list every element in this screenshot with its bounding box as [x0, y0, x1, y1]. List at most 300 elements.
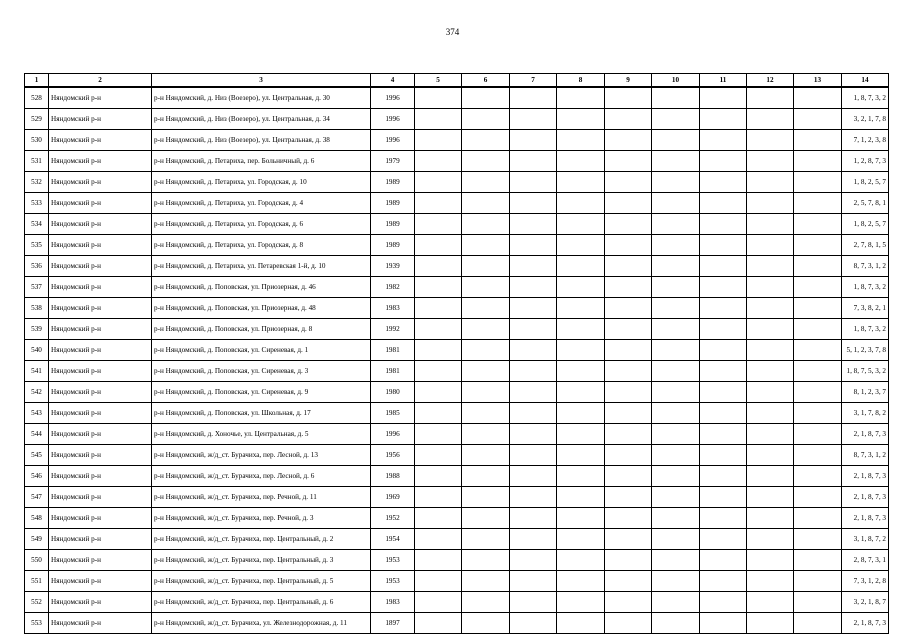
address-cell: р-н Няндомский, ж/д_ст. Бурачиха, пер. Центральный, д. 6	[152, 592, 371, 613]
year-cell: 1939	[371, 256, 415, 277]
empty-cell-col-7	[510, 403, 557, 424]
empty-cell-col-13	[794, 87, 842, 109]
empty-cell-col-12	[747, 592, 794, 613]
row-number-cell: 551	[25, 571, 49, 592]
empty-cell-col-12	[747, 319, 794, 340]
empty-cell-col-12	[747, 172, 794, 193]
year-cell: 1996	[371, 87, 415, 109]
empty-cell-col-10	[652, 172, 700, 193]
empty-cell-col-7	[510, 256, 557, 277]
address-cell: р-н Няндомский, д. Поповская, ул. Приозерная, д. 46	[152, 277, 371, 298]
address-cell: р-н Няндомский, д. Поповская, ул. Сиреневая, д. 9	[152, 382, 371, 403]
row-number-cell: 552	[25, 592, 49, 613]
empty-cell-col-8	[557, 277, 605, 298]
empty-cell-col-6	[462, 214, 510, 235]
empty-cell-col-12	[747, 87, 794, 109]
empty-cell-col-11	[700, 277, 747, 298]
empty-cell-col-8	[557, 529, 605, 550]
empty-cell-col-6	[462, 298, 510, 319]
year-cell: 1953	[371, 571, 415, 592]
empty-cell-col-7	[510, 508, 557, 529]
codes-cell: 1, 8, 7, 3, 2	[842, 277, 889, 298]
codes-cell: 2, 1, 8, 7, 3	[842, 424, 889, 445]
empty-cell-col-12	[747, 298, 794, 319]
address-cell: р-н Няндомский, д. Хоночье, ул. Центральная, д. 5	[152, 424, 371, 445]
empty-cell-col-9	[605, 424, 652, 445]
empty-cell-col-13	[794, 151, 842, 172]
codes-cell: 2, 1, 8, 7, 3	[842, 466, 889, 487]
empty-cell-col-11	[700, 466, 747, 487]
empty-cell-col-6	[462, 151, 510, 172]
empty-cell-col-5	[415, 445, 462, 466]
codes-cell: 2, 1, 8, 7, 3	[842, 613, 889, 634]
empty-cell-col-13	[794, 550, 842, 571]
address-cell: р-н Няндомский, ж/д_ст. Бурачиха, пер. Центральный, д. 2	[152, 529, 371, 550]
empty-cell-col-9	[605, 214, 652, 235]
row-number-cell: 550	[25, 550, 49, 571]
row-number-cell: 542	[25, 382, 49, 403]
table-row	[25, 214, 889, 235]
empty-cell-col-11	[700, 256, 747, 277]
empty-cell-col-11	[700, 214, 747, 235]
empty-cell-col-11	[700, 424, 747, 445]
year-cell: 1969	[371, 487, 415, 508]
codes-cell: 2, 7, 8, 1, 5	[842, 235, 889, 256]
empty-cell-col-5	[415, 361, 462, 382]
empty-cell-col-7	[510, 193, 557, 214]
empty-cell-col-13	[794, 361, 842, 382]
empty-cell-col-6	[462, 613, 510, 634]
address-cell: р-н Няндомский, д. Поповская, ул. Сиреневая, д. 1	[152, 340, 371, 361]
address-cell: р-н Няндомский, ж/д_ст. Бурачиха, пер. Речной, д. 3	[152, 508, 371, 529]
empty-cell-col-12	[747, 109, 794, 130]
row-number-cell: 534	[25, 214, 49, 235]
empty-cell-col-8	[557, 151, 605, 172]
empty-cell-col-12	[747, 487, 794, 508]
empty-cell-col-6	[462, 277, 510, 298]
empty-cell-col-11	[700, 193, 747, 214]
empty-cell-col-12	[747, 550, 794, 571]
empty-cell-col-8	[557, 87, 605, 109]
empty-cell-col-8	[557, 172, 605, 193]
year-cell: 1989	[371, 235, 415, 256]
empty-cell-col-5	[415, 109, 462, 130]
address-cell: р-н Няндомский, ж/д_ст. Бурачиха, пер. Центральный, д. 5	[152, 571, 371, 592]
codes-cell: 8, 7, 3, 1, 2	[842, 256, 889, 277]
empty-cell-col-5	[415, 529, 462, 550]
empty-cell-col-8	[557, 361, 605, 382]
empty-cell-col-7	[510, 109, 557, 130]
empty-cell-col-8	[557, 130, 605, 151]
empty-cell-col-6	[462, 571, 510, 592]
empty-cell-col-12	[747, 613, 794, 634]
empty-cell-col-5	[415, 340, 462, 361]
codes-cell: 7, 3, 1, 2, 8	[842, 571, 889, 592]
district-cell: Няндомский р-н	[49, 87, 152, 109]
empty-cell-col-9	[605, 109, 652, 130]
empty-cell-col-13	[794, 298, 842, 319]
address-cell: р-н Няндомский, д. Поповская, ул. Приозерная, д. 48	[152, 298, 371, 319]
table-row	[25, 550, 889, 571]
table-row	[25, 172, 889, 193]
empty-cell-col-10	[652, 319, 700, 340]
table-row	[25, 613, 889, 634]
empty-cell-col-10	[652, 87, 700, 109]
empty-cell-col-10	[652, 424, 700, 445]
row-number-cell: 545	[25, 445, 49, 466]
empty-cell-col-11	[700, 87, 747, 109]
empty-cell-col-5	[415, 424, 462, 445]
empty-cell-col-13	[794, 592, 842, 613]
empty-cell-col-12	[747, 403, 794, 424]
codes-cell: 8, 1, 2, 3, 7	[842, 382, 889, 403]
row-number-cell: 549	[25, 529, 49, 550]
row-number-cell: 533	[25, 193, 49, 214]
empty-cell-col-9	[605, 87, 652, 109]
table-row	[25, 382, 889, 403]
empty-cell-col-11	[700, 109, 747, 130]
column-header-10: 10	[652, 74, 700, 88]
empty-cell-col-8	[557, 214, 605, 235]
codes-cell: 2, 1, 8, 7, 3	[842, 508, 889, 529]
district-cell: Няндомский р-н	[49, 361, 152, 382]
empty-cell-col-12	[747, 466, 794, 487]
empty-cell-col-9	[605, 172, 652, 193]
codes-cell: 2, 1, 8, 7, 3	[842, 487, 889, 508]
empty-cell-col-13	[794, 130, 842, 151]
codes-cell: 1, 8, 7, 3, 2	[842, 87, 889, 109]
empty-cell-col-9	[605, 487, 652, 508]
empty-cell-col-11	[700, 445, 747, 466]
empty-cell-col-11	[700, 571, 747, 592]
empty-cell-col-9	[605, 151, 652, 172]
row-number-cell: 541	[25, 361, 49, 382]
year-cell: 1988	[371, 466, 415, 487]
empty-cell-col-10	[652, 403, 700, 424]
empty-cell-col-11	[700, 592, 747, 613]
codes-cell: 7, 3, 8, 2, 1	[842, 298, 889, 319]
year-cell: 1983	[371, 592, 415, 613]
empty-cell-col-10	[652, 613, 700, 634]
empty-cell-col-7	[510, 361, 557, 382]
address-cell: р-н Няндомский, ж/д_ст. Бурачиха, пер. Центральный, д. 3	[152, 550, 371, 571]
empty-cell-col-13	[794, 235, 842, 256]
empty-cell-col-11	[700, 298, 747, 319]
empty-cell-col-9	[605, 571, 652, 592]
district-cell: Няндомский р-н	[49, 550, 152, 571]
codes-cell: 3, 1, 8, 7, 2	[842, 529, 889, 550]
district-cell: Няндомский р-н	[49, 319, 152, 340]
row-number-cell: 547	[25, 487, 49, 508]
empty-cell-col-11	[700, 130, 747, 151]
table-row	[25, 277, 889, 298]
empty-cell-col-12	[747, 340, 794, 361]
empty-cell-col-6	[462, 256, 510, 277]
empty-cell-col-10	[652, 235, 700, 256]
column-header-9: 9	[605, 74, 652, 88]
year-cell: 1982	[371, 277, 415, 298]
empty-cell-col-11	[700, 172, 747, 193]
codes-cell: 2, 5, 7, 8, 1	[842, 193, 889, 214]
empty-cell-col-9	[605, 403, 652, 424]
year-cell: 1953	[371, 550, 415, 571]
table-row	[25, 445, 889, 466]
empty-cell-col-10	[652, 277, 700, 298]
empty-cell-col-8	[557, 613, 605, 634]
empty-cell-col-10	[652, 151, 700, 172]
row-number-cell: 539	[25, 319, 49, 340]
empty-cell-col-7	[510, 424, 557, 445]
empty-cell-col-6	[462, 508, 510, 529]
empty-cell-col-9	[605, 529, 652, 550]
district-cell: Няндомский р-н	[49, 340, 152, 361]
empty-cell-col-12	[747, 361, 794, 382]
empty-cell-col-5	[415, 466, 462, 487]
empty-cell-col-9	[605, 361, 652, 382]
empty-cell-col-13	[794, 256, 842, 277]
empty-cell-col-9	[605, 319, 652, 340]
address-cell: р-н Няндомский, д. Низ (Воезеро), ул. Центральная, д. 38	[152, 130, 371, 151]
empty-cell-col-11	[700, 340, 747, 361]
empty-cell-col-6	[462, 487, 510, 508]
empty-cell-col-6	[462, 235, 510, 256]
empty-cell-col-10	[652, 529, 700, 550]
empty-cell-col-6	[462, 592, 510, 613]
empty-cell-col-7	[510, 445, 557, 466]
empty-cell-col-7	[510, 235, 557, 256]
empty-cell-col-13	[794, 466, 842, 487]
empty-cell-col-12	[747, 235, 794, 256]
empty-cell-col-9	[605, 235, 652, 256]
year-cell: 1897	[371, 613, 415, 634]
table-row	[25, 319, 889, 340]
column-header-11: 11	[700, 74, 747, 88]
district-cell: Няндомский р-н	[49, 592, 152, 613]
codes-cell: 1, 2, 8, 7, 3	[842, 151, 889, 172]
empty-cell-col-7	[510, 466, 557, 487]
empty-cell-col-8	[557, 298, 605, 319]
empty-cell-col-9	[605, 130, 652, 151]
empty-cell-col-7	[510, 571, 557, 592]
empty-cell-col-10	[652, 382, 700, 403]
address-cell: р-н Няндомский, д. Петариха, ул. Городская, д. 8	[152, 235, 371, 256]
empty-cell-col-6	[462, 361, 510, 382]
district-cell: Няндомский р-н	[49, 382, 152, 403]
codes-cell: 8, 7, 3, 1, 2	[842, 445, 889, 466]
address-cell: р-н Няндомский, д. Поповская, ул. Сиреневая, д. 3	[152, 361, 371, 382]
empty-cell-col-13	[794, 382, 842, 403]
year-cell: 1979	[371, 151, 415, 172]
empty-cell-col-9	[605, 550, 652, 571]
address-cell: р-н Няндомский, д. Поповская, ул. Приозерная, д. 8	[152, 319, 371, 340]
empty-cell-col-13	[794, 109, 842, 130]
codes-cell: 3, 1, 7, 8, 2	[842, 403, 889, 424]
empty-cell-col-5	[415, 571, 462, 592]
empty-cell-col-9	[605, 382, 652, 403]
empty-cell-col-5	[415, 319, 462, 340]
empty-cell-col-7	[510, 487, 557, 508]
empty-cell-col-9	[605, 277, 652, 298]
empty-cell-col-8	[557, 487, 605, 508]
empty-cell-col-13	[794, 172, 842, 193]
table-row	[25, 151, 889, 172]
empty-cell-col-8	[557, 256, 605, 277]
empty-cell-col-6	[462, 382, 510, 403]
address-cell: р-н Няндомский, д. Низ (Воезеро), ул. Центральная, д. 30	[152, 87, 371, 109]
empty-cell-col-10	[652, 256, 700, 277]
empty-cell-col-7	[510, 298, 557, 319]
year-cell: 1992	[371, 319, 415, 340]
empty-cell-col-6	[462, 109, 510, 130]
header-row	[25, 74, 889, 88]
district-cell: Няндомский р-н	[49, 277, 152, 298]
year-cell: 1952	[371, 508, 415, 529]
column-header-7: 7	[510, 74, 557, 88]
table-row	[25, 87, 889, 109]
address-cell: р-н Няндомский, ж/д_ст. Бурачиха, пер. Речной, д. 11	[152, 487, 371, 508]
year-cell: 1956	[371, 445, 415, 466]
empty-cell-col-12	[747, 445, 794, 466]
year-cell: 1996	[371, 109, 415, 130]
empty-cell-col-7	[510, 340, 557, 361]
empty-cell-col-5	[415, 592, 462, 613]
empty-cell-col-13	[794, 613, 842, 634]
empty-cell-col-7	[510, 529, 557, 550]
empty-cell-col-8	[557, 319, 605, 340]
empty-cell-col-8	[557, 550, 605, 571]
empty-cell-col-8	[557, 466, 605, 487]
district-cell: Няндомский р-н	[49, 109, 152, 130]
empty-cell-col-12	[747, 508, 794, 529]
table-row	[25, 487, 889, 508]
district-cell: Няндомский р-н	[49, 172, 152, 193]
empty-cell-col-10	[652, 193, 700, 214]
table-row	[25, 130, 889, 151]
empty-cell-col-5	[415, 403, 462, 424]
column-header-12: 12	[747, 74, 794, 88]
row-number-cell: 528	[25, 87, 49, 109]
table-row	[25, 256, 889, 277]
district-cell: Няндомский р-н	[49, 613, 152, 634]
empty-cell-col-13	[794, 487, 842, 508]
empty-cell-col-9	[605, 592, 652, 613]
empty-cell-col-5	[415, 613, 462, 634]
address-cell: р-н Няндомский, д. Петариха, ул. Петаревская 1-й, д. 10	[152, 256, 371, 277]
empty-cell-col-5	[415, 256, 462, 277]
year-cell: 1981	[371, 361, 415, 382]
empty-cell-col-10	[652, 361, 700, 382]
address-cell: р-н Няндомский, д. Низ (Воезеро), ул. Центральная, д. 34	[152, 109, 371, 130]
codes-cell: 3, 2, 1, 8, 7	[842, 592, 889, 613]
year-cell: 1985	[371, 403, 415, 424]
district-cell: Няндомский р-н	[49, 130, 152, 151]
column-header-2: 2	[49, 74, 152, 88]
year-cell: 1980	[371, 382, 415, 403]
column-header-13: 13	[794, 74, 842, 88]
empty-cell-col-7	[510, 319, 557, 340]
table-row	[25, 298, 889, 319]
empty-cell-col-10	[652, 571, 700, 592]
codes-cell: 1, 8, 7, 3, 2	[842, 319, 889, 340]
district-cell: Няндомский р-н	[49, 403, 152, 424]
empty-cell-col-7	[510, 592, 557, 613]
row-number-cell: 531	[25, 151, 49, 172]
table-row	[25, 235, 889, 256]
district-cell: Няндомский р-н	[49, 256, 152, 277]
empty-cell-col-12	[747, 529, 794, 550]
codes-cell: 3, 2, 1, 7, 8	[842, 109, 889, 130]
empty-cell-col-12	[747, 256, 794, 277]
table-body	[25, 87, 889, 634]
empty-cell-col-11	[700, 613, 747, 634]
empty-cell-col-9	[605, 193, 652, 214]
empty-cell-col-9	[605, 466, 652, 487]
empty-cell-col-11	[700, 403, 747, 424]
empty-cell-col-11	[700, 487, 747, 508]
empty-cell-col-10	[652, 445, 700, 466]
empty-cell-col-5	[415, 87, 462, 109]
district-cell: Няндомский р-н	[49, 487, 152, 508]
empty-cell-col-6	[462, 529, 510, 550]
column-header-1: 1	[25, 74, 49, 88]
address-cell: р-н Няндомский, ж/д_ст. Бурачиха, ул. Железнодорожная, д. 11	[152, 613, 371, 634]
empty-cell-col-12	[747, 151, 794, 172]
empty-cell-col-6	[462, 130, 510, 151]
column-header-5: 5	[415, 74, 462, 88]
year-cell: 1996	[371, 424, 415, 445]
empty-cell-col-11	[700, 382, 747, 403]
row-number-cell: 543	[25, 403, 49, 424]
empty-cell-col-13	[794, 193, 842, 214]
row-number-cell: 529	[25, 109, 49, 130]
codes-cell: 7, 1, 2, 3, 8	[842, 130, 889, 151]
empty-cell-col-6	[462, 87, 510, 109]
empty-cell-col-8	[557, 424, 605, 445]
empty-cell-col-8	[557, 109, 605, 130]
district-cell: Няндомский р-н	[49, 508, 152, 529]
empty-cell-col-10	[652, 592, 700, 613]
empty-cell-col-5	[415, 382, 462, 403]
district-cell: Няндомский р-н	[49, 529, 152, 550]
column-header-14: 14	[842, 74, 889, 88]
empty-cell-col-11	[700, 151, 747, 172]
empty-cell-col-11	[700, 508, 747, 529]
empty-cell-col-8	[557, 571, 605, 592]
empty-cell-col-6	[462, 193, 510, 214]
register-table	[24, 73, 889, 634]
table-row	[25, 508, 889, 529]
column-header-4: 4	[371, 74, 415, 88]
codes-cell: 1, 8, 7, 5, 3, 2	[842, 361, 889, 382]
empty-cell-col-12	[747, 214, 794, 235]
column-header-6: 6	[462, 74, 510, 88]
empty-cell-col-13	[794, 214, 842, 235]
codes-cell: 1, 8, 2, 5, 7	[842, 172, 889, 193]
empty-cell-col-13	[794, 445, 842, 466]
empty-cell-col-11	[700, 235, 747, 256]
empty-cell-col-5	[415, 130, 462, 151]
empty-cell-col-12	[747, 130, 794, 151]
empty-cell-col-7	[510, 172, 557, 193]
table-row	[25, 466, 889, 487]
table-row	[25, 361, 889, 382]
column-header-8: 8	[557, 74, 605, 88]
empty-cell-col-9	[605, 256, 652, 277]
empty-cell-col-5	[415, 193, 462, 214]
table-row	[25, 340, 889, 361]
row-number-cell: 537	[25, 277, 49, 298]
empty-cell-col-6	[462, 403, 510, 424]
